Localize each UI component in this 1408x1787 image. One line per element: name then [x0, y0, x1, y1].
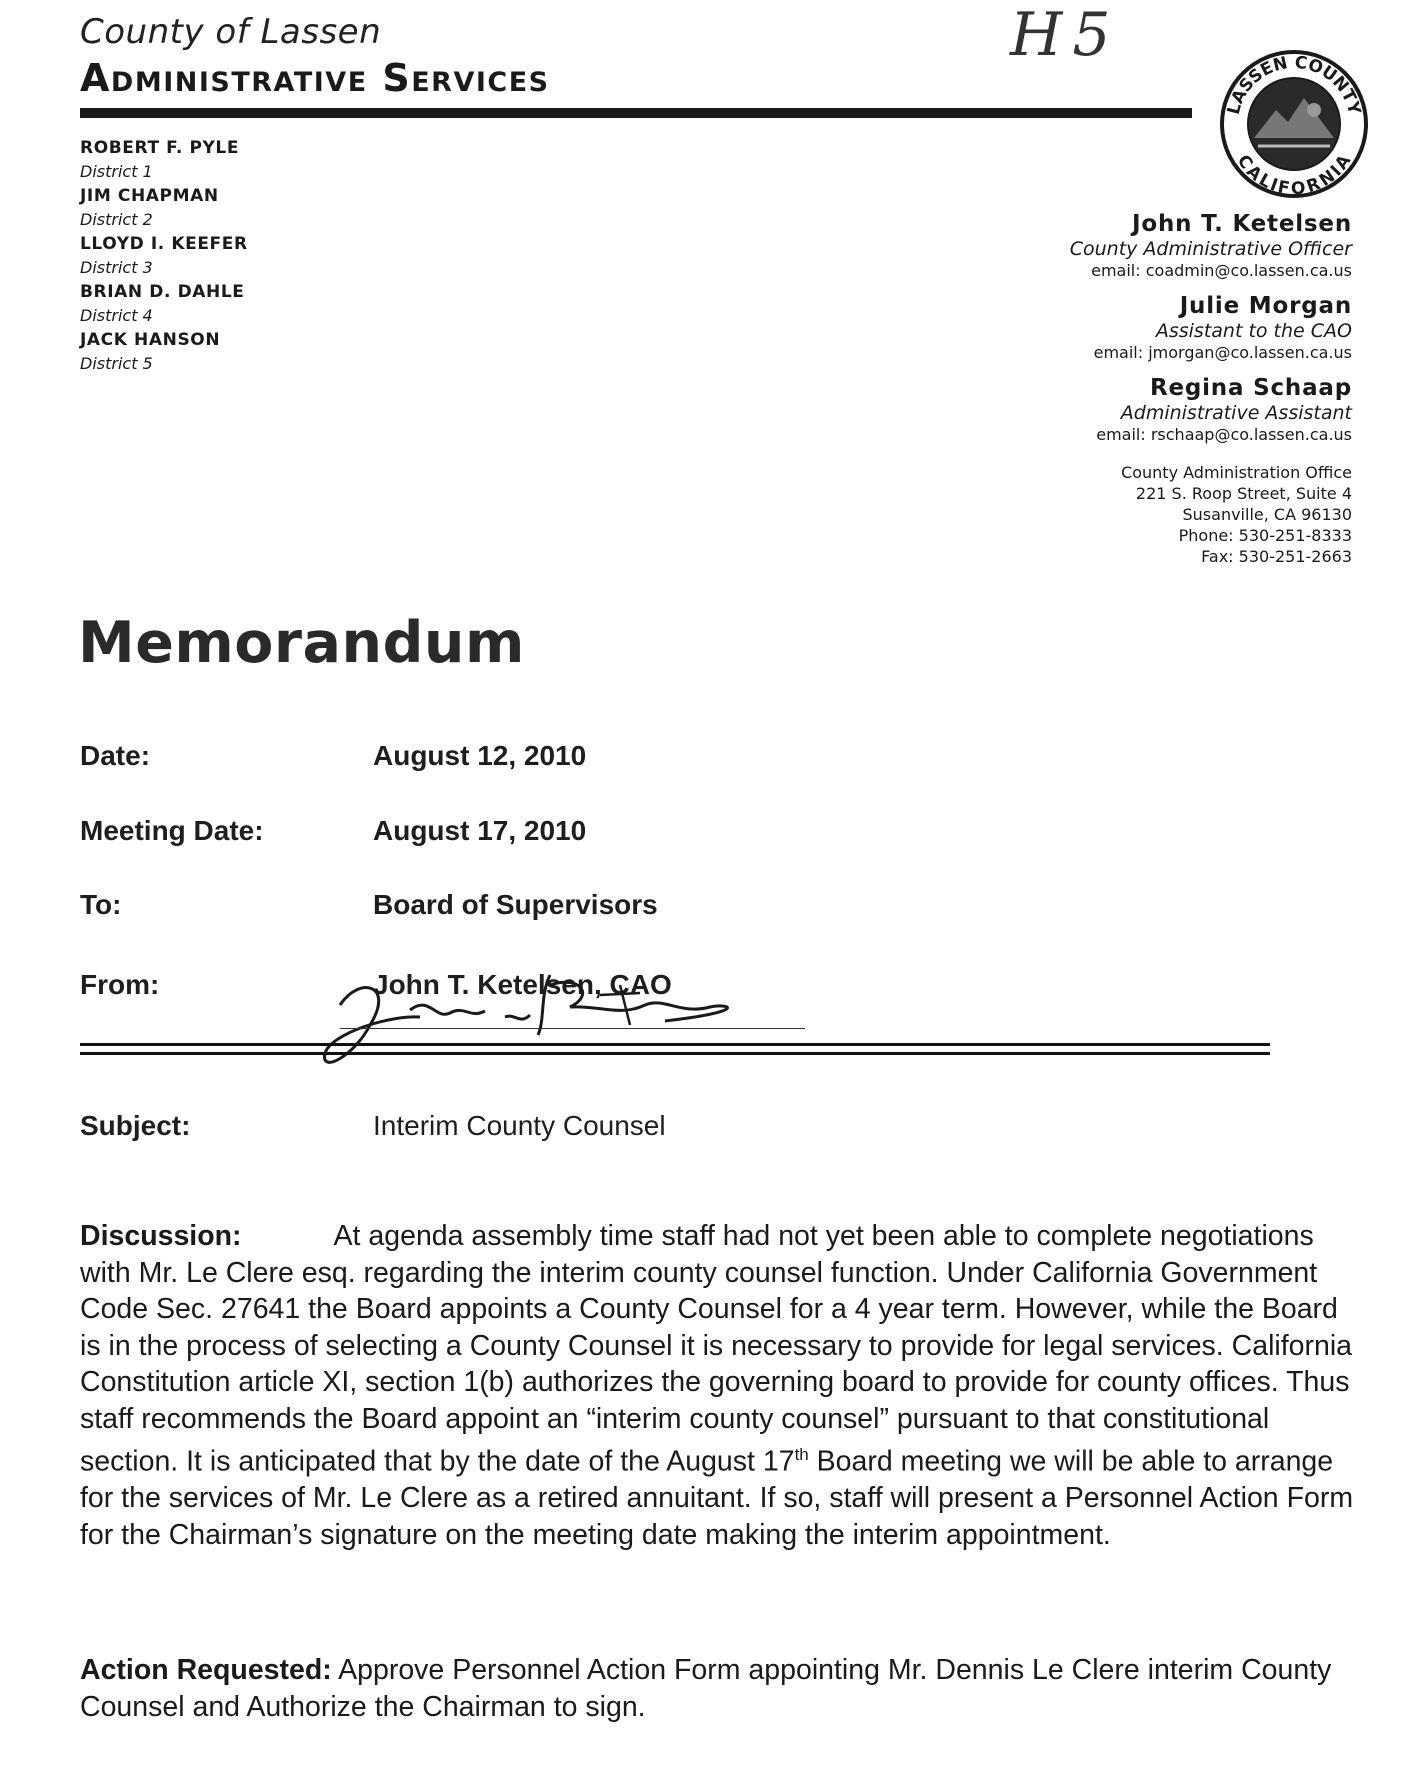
staff-name: Regina Schaap [1149, 375, 1352, 401]
department-name: Administrative Services [80, 56, 550, 100]
date-label: Date: [80, 740, 151, 771]
staff-title: Assistant to the CAO [1155, 320, 1352, 342]
from-value: John T. Ketelsen, CAO [373, 969, 672, 1000]
to-label: To: [80, 889, 122, 920]
staff-contacts [1070, 210, 1352, 567]
action-text: Approve Personnel Action Form appointing Mr. Dennis Le Clere interim County Counsel and Authorize the Chairman to sign. [80, 1654, 1332, 1723]
staff-entry [1070, 292, 1352, 364]
supervisor-entry [80, 328, 248, 376]
supervisor-list [80, 136, 248, 376]
supervisor-name: BRIAN D. DAHLE [80, 282, 245, 302]
staff-title: County Administrative Officer [1069, 238, 1352, 260]
office-address [1070, 462, 1352, 567]
supervisor-name: JIM CHAPMAN [80, 186, 219, 206]
office-name: County Administration Office [1121, 463, 1352, 482]
supervisor-entry [80, 136, 248, 184]
supervisor-district: District 2 [80, 210, 153, 229]
staff-email: email: coadmin@co.lassen.ca.us [1091, 261, 1352, 280]
staff-title: Administrative Assistant [1120, 402, 1352, 424]
county-name: County of Lassen [80, 12, 382, 52]
supervisor-district: District 1 [80, 162, 153, 181]
staff-email: email: rschaap@co.lassen.ca.us [1096, 425, 1352, 444]
memo-title: Memorandum [78, 610, 525, 676]
signature-icon [300, 955, 770, 1090]
date-value: August 12, 2010 [373, 740, 587, 771]
supervisor-entry [80, 184, 248, 232]
divider-rule [80, 1043, 1270, 1046]
discussion-paragraph [80, 1218, 1355, 1553]
county-seal-icon [1218, 48, 1370, 200]
seal-top-text: LASSEN COUNTY [1223, 52, 1365, 117]
supervisor-district: District 4 [80, 306, 153, 325]
discussion-text: At agenda assembly time staff had not yet been able to complete negotiations with Mr. Le Clere esq. regarding the interim county counsel function. Under California Government Code Sec. 27641 the Board appoints a County Counsel for a 4 year term. However, while the Board is in the process of selecting a County Counsel it is necessary to provide for legal services. California Constitution article XI, section 1(b) authorizes the governing board to provide for county offices. Thus staff recommends the Board appoint an “interim county counsel” pursuant to that constitutional section. It is anticipated that by the date of the August 17 [80, 1220, 1353, 1478]
staff-email: email: jmorgan@co.lassen.ca.us [1093, 343, 1352, 362]
office-fax: Fax: 530-251-2663 [1201, 547, 1352, 566]
subject-value: Interim County Counsel [373, 1110, 666, 1141]
staff-name: Julie Morgan [1179, 293, 1352, 319]
divider-rule [80, 1052, 1270, 1055]
staff-name: John T. Ketelsen [1131, 211, 1352, 237]
staff-entry [1070, 210, 1352, 282]
staff-entry [1070, 374, 1352, 446]
subject-label: Subject: [80, 1110, 191, 1141]
handwritten-mark: H5 [1010, 0, 1121, 70]
ordinal-suffix: th [794, 1445, 809, 1464]
action-label: Action Requested: [80, 1654, 332, 1686]
from-label: From: [80, 969, 160, 1000]
supervisor-entry [80, 232, 248, 280]
action-requested-paragraph [80, 1652, 1355, 1725]
header-rule [80, 108, 1192, 118]
discussion-text-continued: Board meeting we will be able to arrange for the services of Mr. Le Clere as a retired annuitant. If so, staff will present a Personnel Action Form for the Chairman’s signature on the meeting date making the interim appointment. [80, 1445, 1354, 1551]
supervisor-name: LLOYD I. KEEFER [80, 234, 248, 254]
to-value: Board of Supervisors [373, 889, 658, 920]
discussion-label: Discussion: [80, 1220, 242, 1252]
supervisor-name: JACK HANSON [80, 330, 221, 350]
supervisor-name: ROBERT F. PYLE [80, 138, 240, 158]
supervisor-district: District 5 [80, 354, 153, 373]
seal-bottom-text: CALIFORNIA [1232, 151, 1356, 200]
meeting-date-label: Meeting Date: [80, 815, 264, 846]
office-phone: Phone: 530-251-8333 [1178, 526, 1352, 545]
signature-line [340, 1028, 805, 1029]
supervisor-entry [80, 280, 248, 328]
office-city: Susanville, CA 96130 [1182, 505, 1352, 524]
office-street: 221 S. Roop Street, Suite 4 [1135, 484, 1352, 503]
meeting-date-value: August 17, 2010 [373, 815, 587, 846]
supervisor-district: District 3 [80, 258, 153, 277]
